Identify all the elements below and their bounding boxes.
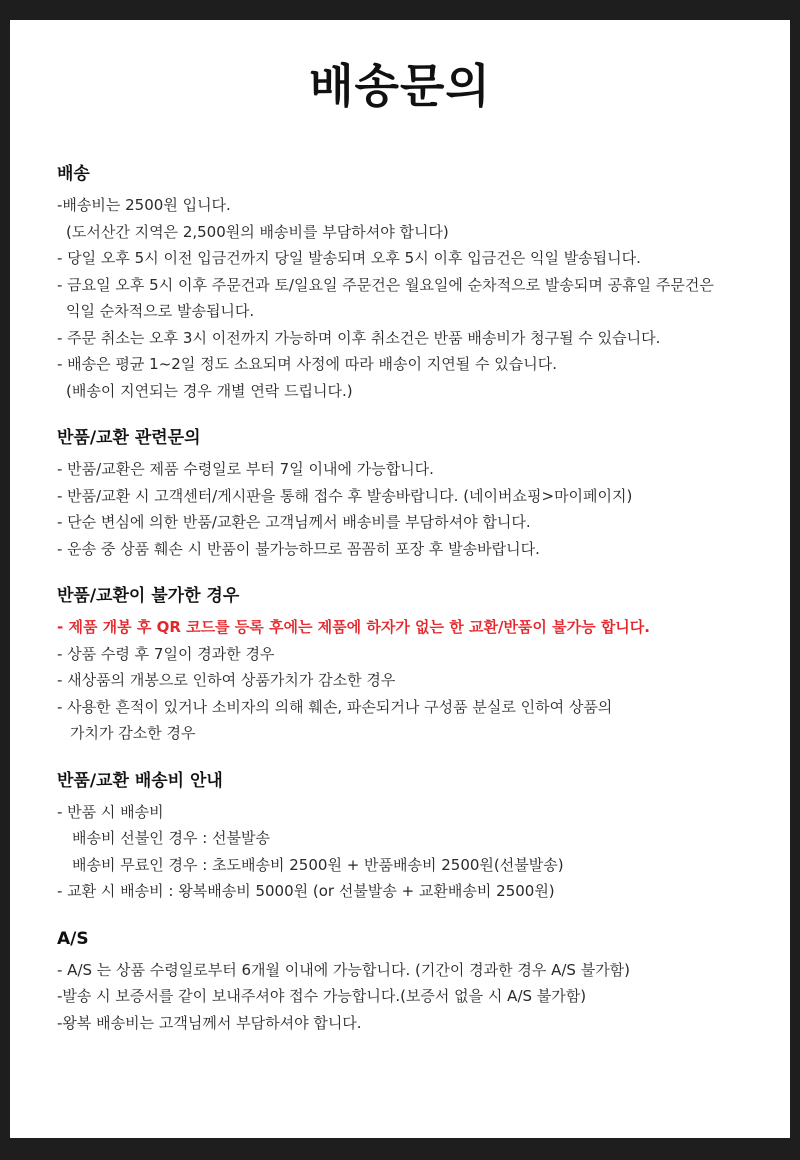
text-line: - 운송 중 상품 훼손 시 반품이 불가능하므로 꼼꼼히 포장 후 발송바랍니다.	[57, 539, 540, 558]
text-line: - 반품/교환 시 고객센터/게시판을 통해 접수 후 발송바랍니다. (네이버쇼핑>마이페이지)	[57, 486, 633, 505]
document-page	[10, 20, 790, 1138]
text-line: -왕복 배송비는 고객님께서 부담하셔야 합니다.	[57, 1013, 362, 1032]
text-line: (도서산간 지역은 2,500원의 배송비를 부담하셔야 합니다)	[66, 222, 449, 241]
text-line: - 새상품의 개봉으로 인하여 상품가치가 감소한 경우	[57, 671, 396, 689]
text-line: - 반품/교환은 제품 수령일로 부터 7일 이내에 가능합니다.	[57, 460, 434, 478]
text-line: - 주문 취소는 오후 3시 이전까지 가능하며 이후 취소건은 반품 배송비가 청구될 수 있습니다.	[57, 328, 661, 347]
text-line: 익일 순차적으로 발송됩니다.	[66, 302, 255, 320]
text-line: - 반품 시 배송비	[57, 802, 164, 821]
section-heading: A/S	[57, 928, 89, 949]
text-line: - 금요일 오후 5시 이후 주문건과 토/일요일 주문건은 월요일에 순차적으로 발송되며 공휴일 주문건은	[57, 275, 714, 294]
text-line: - 당일 오후 5시 이전 입금건까지 당일 발송되며 오후 5시 이후 입금건은 익일 발송됩니다.	[57, 249, 641, 267]
warning-line: - 제품 개봉 후 QR 코드를 등록 후에는 제품에 하자가 없는 한 교환/반품이 불가능 합니다.	[57, 618, 650, 636]
section-heading: 반품/교환 관련문의	[57, 428, 201, 448]
section-heading: 반품/교환이 불가한 경우	[57, 586, 240, 606]
section-not-returnable	[57, 584, 790, 747]
text-line: - 배송은 평균 1~2일 정도 소요되며 사정에 따라 배송이 지연될 수 있습니다.	[57, 355, 558, 373]
text-line: - 상품 수령 후 7일이 경과한 경우	[57, 644, 275, 663]
text-line: (배송이 지연되는 경우 개별 연락 드립니다.)	[66, 381, 353, 400]
text-line: 배송비 선불인 경우 : 선불발송	[72, 829, 271, 847]
text-line: - 교환 시 배송비 : 왕복배송비 5000원 (or 선불발송 + 교환배송비 2500원)	[57, 882, 555, 900]
text-line: 가치가 감소한 경우	[70, 724, 196, 742]
text-line: - 사용한 흔적이 있거나 소비자의 의해 훼손, 파손되거나 구성품 분실로 인하여 상품의	[57, 697, 613, 716]
section-return-shipping-fee	[57, 769, 790, 905]
section-after-service	[57, 927, 790, 1037]
page-title: 배송문의	[309, 59, 491, 113]
section-heading: 배송	[57, 164, 90, 184]
text-line: 배송비 무료인 경우 : 초도배송비 2500원 + 반품배송비 2500원(선불발송)	[72, 855, 564, 874]
text-line: - 단순 변심에 의한 반품/교환은 고객님께서 배송비를 부담하셔야 합니다.	[57, 513, 531, 531]
section-shipping	[57, 162, 790, 404]
section-heading: 반품/교환 배송비 안내	[57, 770, 223, 791]
section-return-exchange	[57, 426, 790, 562]
text-line: -발송 시 보증서를 같이 보내주셔야 접수 가능합니다.(보증서 없을 시 A/S 불가함)	[57, 987, 587, 1005]
text-line: -배송비는 2500원 입니다.	[57, 196, 231, 214]
text-line: - A/S 는 상품 수령일로부터 6개월 이내에 가능합니다. (기간이 경과한 경우 A/S 불가함)	[57, 960, 631, 979]
